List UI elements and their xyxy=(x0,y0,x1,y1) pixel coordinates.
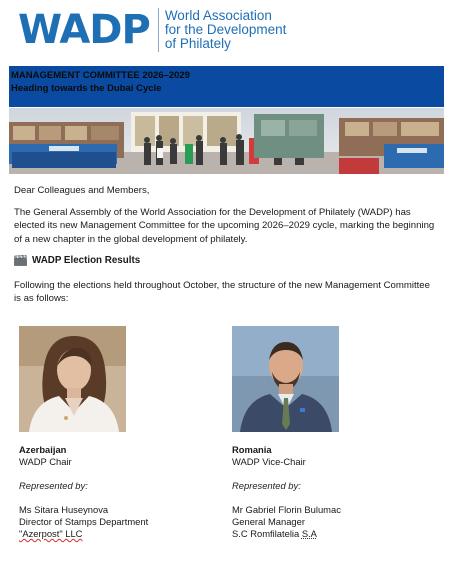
member-organization-suffix: S.A xyxy=(301,528,317,539)
member-organization xyxy=(232,528,427,540)
member-country: Romania xyxy=(232,444,272,455)
intro-paragraph: The General Assembly of the World Association for the Development of Philately (WADP) has elected its new Management Committee for the upcoming 2026–2029 cycle, marking the beginning of a new chapter in the global development of philately. xyxy=(14,206,435,245)
exhibition-photo-graphic xyxy=(9,108,444,174)
member-photo-azerbaijan xyxy=(19,326,126,432)
logo-mark: WADP xyxy=(18,7,150,53)
member-card-romania xyxy=(227,326,427,540)
member-photo-romania xyxy=(232,326,339,432)
member-title: Director of Stamps Department xyxy=(19,516,149,527)
message-body xyxy=(14,184,439,314)
logo-text-line2: for the Development xyxy=(164,22,287,37)
greeting: Dear Colleagues and Members, xyxy=(14,185,150,196)
member-name: Ms Sitara Huseynova xyxy=(19,504,109,515)
member-title: General Manager xyxy=(232,516,305,527)
wadp-logo xyxy=(18,6,286,54)
member-represented-by: Represented by: xyxy=(232,480,301,491)
exhibition-photo xyxy=(9,108,444,174)
logo-text-line1: World Association xyxy=(164,8,272,23)
member-role: WADP Vice-Chair xyxy=(232,456,306,467)
member-country: Azerbaijan xyxy=(19,444,67,455)
logo-text xyxy=(165,9,287,51)
logo-divider xyxy=(158,8,159,52)
header-banner xyxy=(9,66,444,107)
section-heading-text: WADP Election Results xyxy=(32,255,141,266)
member-name: Mr Gabriel Florin Bulumac xyxy=(232,504,341,515)
section-heading xyxy=(14,254,439,268)
logo-text-line3: of Philately xyxy=(164,36,231,51)
banner-title: MANAGEMENT COMMITTEE 2026–2029 xyxy=(11,70,190,81)
member-card-azerbaijan xyxy=(14,326,214,540)
member-organization: "Azerpost" LLC xyxy=(19,528,83,539)
structure-paragraph: Following the elections held throughout October, the structure of the new Management Committee is as follows: xyxy=(14,279,430,304)
clapperboard-icon xyxy=(14,255,27,266)
banner-subtitle: Heading towards the Dubai Cycle xyxy=(11,83,162,94)
member-role: WADP Chair xyxy=(19,456,72,467)
member-represented-by: Represented by: xyxy=(19,480,88,491)
member-organization-prefix: S.C Romfilatelia xyxy=(232,528,302,539)
